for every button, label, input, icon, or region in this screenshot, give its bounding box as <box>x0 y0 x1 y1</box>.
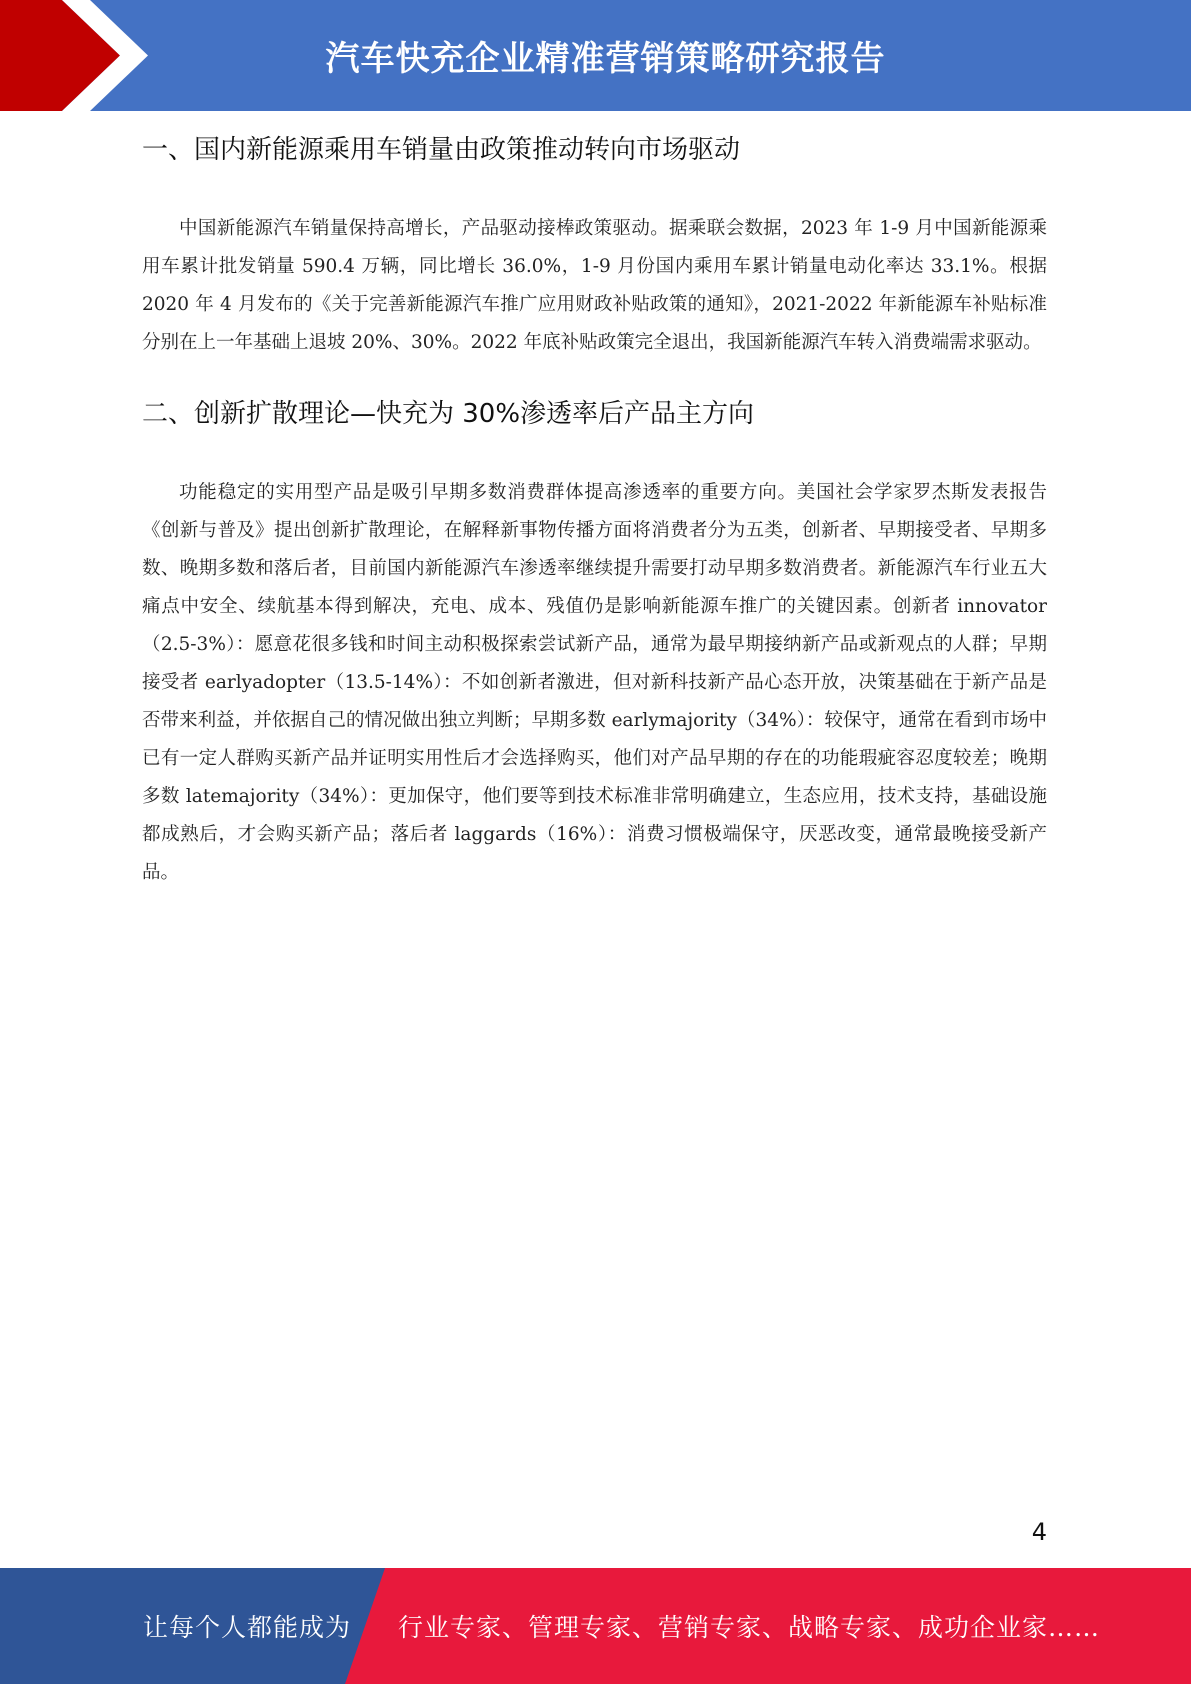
section-paragraph-1: 中国新能源汽车销量保持高增长，产品驱动接棒政策驱动。据乘联会数据，2023 年 1-9 月中国新能源乘用车累计批发销量 590.4 万辆，同比增长 36.0%，1-9 月份国内乘用车累计销量电动化率达 33.1%。根据 2020 年 4 月发布的《关于完善新能源汽车推广应用财政补贴政策的通知》，2021-2022 年新能源车补贴标准分别在上一年基础上退坡 20%、30%。2022 年底补贴政策完全退出，我国新能源汽车转入消费端需求驱动。 <box>142 218 1047 353</box>
page-footer <box>0 1568 1191 1684</box>
section-heading-1: 一、国内新能源乘用车销量由政策推动转向市场驱动 <box>142 135 741 165</box>
section-paragraph-2: 功能稳定的实用型产品是吸引早期多数消费群体提高渗透率的重要方向。美国社会学家罗杰斯发表报告《创新与普及》提出创新扩散理论，在解释新事物传播方面将消费者分为五类，创新者、早期接受者、早期多数、晚期多数和落后者，目前国内新能源汽车渗透率继续提升需要打动早期多数消费者。新能源汽车行业五大痛点中安全、续航基本得到解决，充电、成本、残值仍是影响新能源车推广的关键因素。创新者 innovator（2.5-3%）：愿意花很多钱和时间主动积极探索尝试新产品，通常为最早期接纳新产品或新观点的人群；早期接受者 earlyadopter（13.5-14%）：不如创新者激进，但对新科技新产品心态开放，决策基础在于新产品是否带来利益，并依据自己的情况做出独立判断；早期多数 earlymajority（34%）：较保守，通常在看到市场中已有一定人群购买新产品并证明实用性后才会选择购买，他们对产品早期的存在的功能瑕疵容忍度较差；晚期多数 latemajority（34%）：更加保守，他们要等到技术标准非常明确建立，生态应用，技术支持，基础设施都成熟后，才会购买新产品；落后者 laggards（16%）：消费习惯极端保守，厌恶改变，通常最晚接受新产品。 <box>142 482 1047 883</box>
footer-slogan-right: 行业专家、管理专家、营销专家、战略专家、成功企业家…… <box>398 1613 1101 1642</box>
page-header <box>0 0 1191 111</box>
page-number: 4 <box>1031 1518 1047 1546</box>
section-heading-2: 二、创新扩散理论—快充为 30%渗透率后产品主方向 <box>142 399 755 429</box>
main-content <box>142 128 1047 922</box>
report-title: 汽车快充企业精准营销策略研究报告 <box>325 39 886 79</box>
footer-slogan-left: 让每个人都能成为 <box>143 1613 352 1642</box>
